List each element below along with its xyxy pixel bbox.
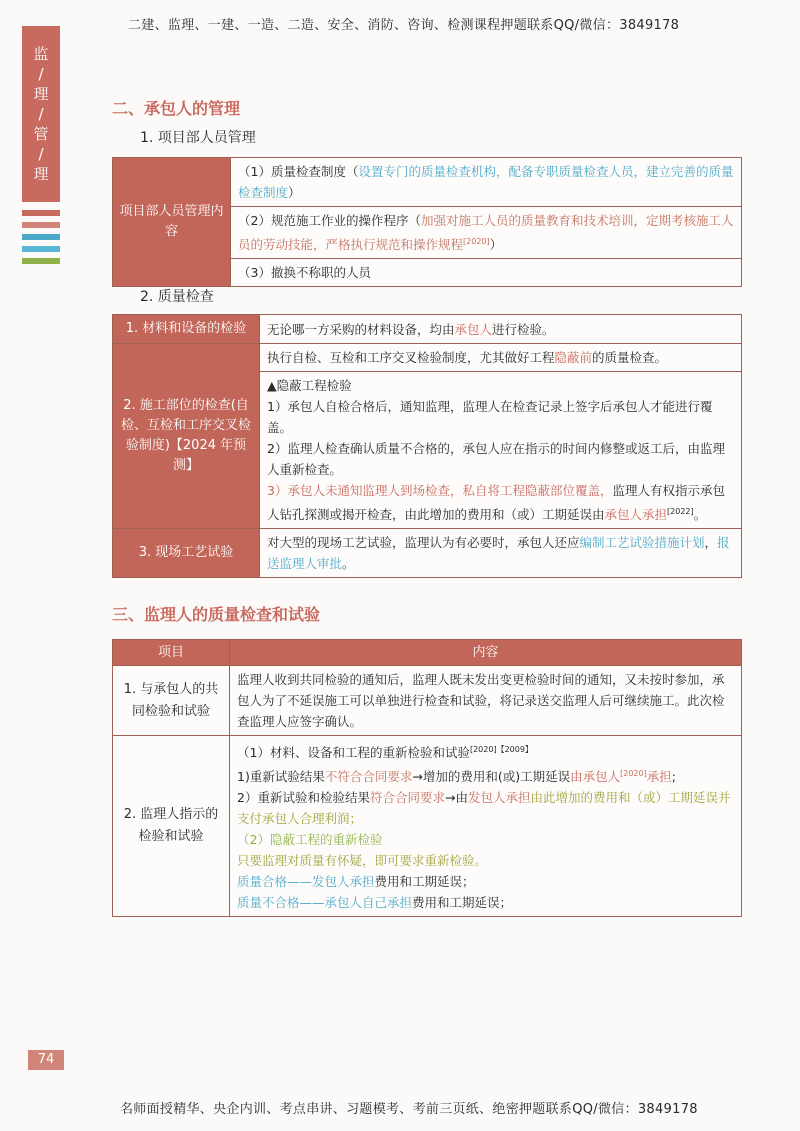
column-header-content: 内容 bbox=[230, 640, 742, 666]
exam-year-tag: [2020] bbox=[620, 769, 647, 779]
hidden-works-item-2: 2）监理人检查确认质量不合格的，承包人应在指示的时间内修整或返工后，由监理人重新检查。 bbox=[267, 441, 725, 477]
side-tab-char: / bbox=[38, 145, 44, 163]
exam-year-tag: [2020]【2009】 bbox=[469, 745, 533, 754]
text: （1）质量检查制度（ bbox=[238, 164, 359, 179]
side-tab-char: 监 bbox=[33, 45, 49, 63]
text: →由 bbox=[444, 790, 468, 806]
highlight-text: 加强对施工人员的质量教育和技术培训，定期考核施工人员的劳动技能，严格执行规范和操作规程 bbox=[238, 213, 734, 253]
text: 2）重新试验和检验结果 bbox=[237, 790, 370, 806]
unqualified-result bbox=[237, 892, 734, 913]
page-footer: 名师面授精华、央企内训、考点串讲、习题模考、考前三页纸、绝密押题联系QQ/微信：3849178 bbox=[120, 1102, 698, 1117]
text: 1)重新试验结果 bbox=[237, 769, 325, 785]
reinspection-item-1 bbox=[237, 763, 734, 787]
highlight-text: 承包人承担 bbox=[604, 507, 668, 523]
highlight-text: 质量合格——发包人承担 bbox=[237, 874, 375, 890]
decor-stripe-pink bbox=[22, 222, 60, 228]
hidden-works-heading: ▲隐蔽工程检验 bbox=[267, 378, 352, 393]
highlight-text: 由此增加的费用和（或）工期延误并支付承包人合理利润 bbox=[237, 790, 731, 827]
side-tab-char: / bbox=[38, 105, 44, 123]
joint-inspection-label: 1. 与承包人的共同检验和试验 bbox=[113, 666, 230, 736]
quality-inspection-system-row bbox=[231, 158, 742, 207]
hidden-works-item-1: 1）承包人自检合格后，通知监理，监理人在检查记录上签字后承包人才能进行覆盖。 bbox=[267, 399, 713, 435]
side-tab-char: 管 bbox=[33, 125, 49, 143]
highlight-text: 设置专门的质量检查机构，配备专职质量检查人员，建立完善的质量检查制度 bbox=[238, 164, 734, 200]
highlight-text: 报送监理人审批 bbox=[267, 535, 730, 572]
exam-year-tag: [2020] bbox=[463, 237, 490, 246]
quality-inspection-table bbox=[112, 314, 742, 578]
hidden-works-inspection bbox=[260, 372, 742, 529]
directed-inspection-label: 2. 监理人指示的检验和试验 bbox=[113, 736, 230, 917]
reinspection-item-2 bbox=[237, 787, 734, 829]
hidden-reinspection-note: 只要监理对质量有怀疑，即可要求重新检验。 bbox=[237, 853, 488, 869]
column-header-item: 项目 bbox=[113, 640, 230, 666]
material-inspection-content bbox=[260, 315, 742, 344]
text: ） bbox=[288, 185, 301, 200]
highlight-text: 不符合合同要求 bbox=[324, 769, 413, 785]
decor-stripe-lightblue bbox=[22, 246, 60, 252]
process-test-label: 3. 现场工艺试验 bbox=[113, 529, 260, 578]
construction-inspection-label: 2. 施工部位的检查(自检、互检和工序交叉检验制度)【2024 年预测】 bbox=[113, 344, 260, 529]
highlight-text: 由承包人 bbox=[570, 769, 621, 785]
reinspection-heading bbox=[237, 739, 734, 763]
text: 。 bbox=[693, 507, 707, 523]
page-header: 二建、监理、一建、一造、二造、安全、消防、咨询、检测课程押题联系QQ/微信：3849178 bbox=[128, 18, 680, 33]
joint-inspection-content: 监理人收到共同检验的通知后，监理人既未发出变更检验时间的通知，又未按时参加，承包人为了不延误施工可以单独进行检查和试验，将记录送交监理人后可继续施工。此次检查监理人应签字确认。 bbox=[230, 666, 742, 736]
subsection-2-title: 2. 质量检查 bbox=[140, 289, 214, 305]
subsection-1-title: 1. 项目部人员管理 bbox=[140, 130, 256, 146]
page-number: 74 bbox=[28, 1050, 64, 1070]
directed-inspection-content bbox=[230, 736, 742, 917]
side-tab-char: / bbox=[38, 65, 44, 83]
text: 。 bbox=[342, 556, 355, 572]
text: 进行检验。 bbox=[492, 321, 555, 337]
highlight-text: 承包人 bbox=[454, 321, 493, 337]
text: 对大型的现场工艺试验，监理认为有必要时，承包人还应 bbox=[267, 535, 580, 551]
self-check-row bbox=[260, 344, 742, 372]
text: 的质量检查。 bbox=[592, 350, 668, 365]
supervisor-inspection-table bbox=[112, 639, 742, 917]
side-tab-monitoring-management bbox=[22, 26, 60, 202]
highlight-text: 质量不合格——承包人自己承担 bbox=[237, 895, 413, 911]
highlight-text: 符合合同要求 bbox=[369, 790, 445, 806]
text: ， bbox=[704, 535, 718, 551]
text: ; bbox=[671, 769, 676, 785]
side-tab-char: 理 bbox=[33, 165, 49, 183]
hidden-works-item-3 bbox=[267, 480, 734, 525]
highlight-text: 3）承包人未通知监理人到场检查，私自将工程隐蔽部位覆盖， bbox=[267, 483, 613, 498]
text: 费用和工期延误； bbox=[412, 895, 513, 911]
highlight-text: 隐蔽前 bbox=[554, 350, 593, 365]
text: ） bbox=[489, 237, 503, 253]
process-test-content bbox=[260, 529, 742, 578]
highlight-text: 发包人承担 bbox=[467, 790, 531, 806]
text: （1）材料、设备和工程的重新检验和试验 bbox=[237, 745, 470, 761]
text: →增加的费用和(或)工期延误 bbox=[412, 769, 571, 785]
highlight-text: 编制工艺试验措施计划 bbox=[579, 535, 705, 551]
highlight-text: 承担 bbox=[646, 769, 672, 785]
qualified-result bbox=[237, 871, 734, 892]
replace-staff-row: （3）撤换不称职的人员 bbox=[231, 259, 742, 287]
exam-year-tag: [2022] bbox=[667, 507, 694, 516]
section-2-title: 二、承包人的管理 bbox=[112, 99, 241, 118]
staff-management-label: 项目部人员管理内容 bbox=[113, 158, 231, 287]
decor-stripe-blue bbox=[22, 234, 60, 240]
side-tab-char: 理 bbox=[33, 85, 49, 103]
text: ； bbox=[349, 811, 363, 827]
text: 监理人有权指示承包人钻孔探测或揭开检查，由此增加的费用和（或）工期延误由 bbox=[267, 483, 725, 523]
hidden-reinspection-heading: （2）隐蔽工程的重新检验 bbox=[237, 832, 383, 848]
text: 费用和工期延误； bbox=[374, 874, 475, 890]
material-inspection-label: 1. 材料和设备的检验 bbox=[113, 315, 260, 344]
text: 无论哪一方采购的材料设备，均由 bbox=[267, 321, 455, 337]
operation-procedure-row bbox=[231, 207, 742, 259]
section-3-title: 三、监理人的质量检查和试验 bbox=[112, 605, 321, 624]
decor-stripe-green bbox=[22, 258, 60, 264]
text: （2）规范施工作业的操作程序（ bbox=[238, 213, 421, 228]
text: 执行自检、互检和工序交叉检验制度，尤其做好工程 bbox=[267, 350, 555, 365]
decor-stripe-red bbox=[22, 210, 60, 216]
staff-management-table bbox=[112, 157, 742, 287]
